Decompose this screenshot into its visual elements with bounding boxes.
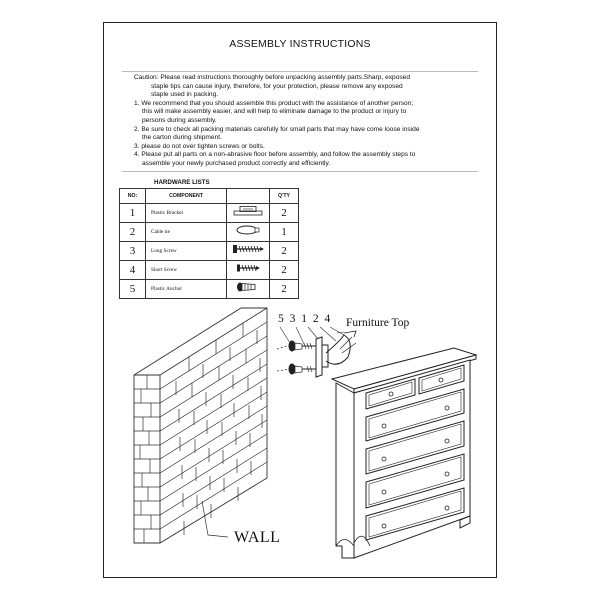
caution-line-3: staple used in packing.	[151, 91, 219, 99]
part-number-leaders	[280, 327, 344, 344]
component-name: Plastic Anchor	[146, 280, 227, 299]
caution-line-2: staple tips can cause injury, therefore, for your protection, please remove any exposed	[151, 82, 403, 90]
row-number: 5	[120, 280, 146, 299]
step-2-line-1: 2. Be sure to check all packing materials carefully for small parts that may have come loose inside	[134, 125, 420, 133]
row-number: 2	[120, 223, 146, 242]
header-component: COMPONENT	[146, 189, 227, 204]
component-name: Cable tie	[146, 223, 227, 242]
header-qty: Q'TY	[270, 189, 299, 204]
component-name: Short Screw	[146, 261, 227, 280]
step-1-line-1: 1. We recommend that you should assemble this product with the assistance of another person;	[134, 99, 414, 107]
anchor-and-screw-group	[277, 331, 356, 377]
component-name: Long Screw	[146, 242, 227, 261]
step-4-line-2: assemble your newly purchased product correctly and efficiently.	[142, 159, 331, 167]
part-number-callouts: 5 3 1 2 4	[278, 313, 332, 325]
step-1-line-2: this will make assembly easier, and will help to eliminate damage to the product or injury to	[142, 108, 407, 116]
quantity: 2	[270, 242, 299, 261]
row-number: 4	[120, 261, 146, 280]
row-number: 1	[120, 204, 146, 223]
quantity: 2	[270, 261, 299, 280]
brick-wall	[134, 308, 267, 543]
furniture-top-label: Furniture Top	[346, 317, 410, 329]
quantity: 2	[270, 204, 299, 223]
step-4-line-1: 4. Please put all parts on a non-abrasive floor before assembly, and follow the assembly steps to	[134, 151, 416, 159]
dresser	[332, 348, 476, 558]
quantity: 2	[270, 280, 299, 299]
row-number: 3	[120, 242, 146, 261]
wall-label: WALL	[234, 529, 281, 546]
caution-line-1: Caution: Please read instructions thoroughly before unpacking assembly parts.Sharp, exposed	[134, 74, 411, 81]
header-no: NO:	[120, 189, 146, 204]
wall-mount-illustration	[104, 23, 498, 579]
quantity: 1	[270, 223, 299, 242]
component-name: Plastic Bracket	[146, 204, 227, 223]
step-1-line-3: persons during assembly.	[142, 116, 217, 124]
step-2-line-2: the carton during shipment.	[142, 134, 222, 142]
page-title: ASSEMBLY INSTRUCTIONS	[229, 38, 371, 50]
hardware-list-title: HARDWARE LISTS	[154, 179, 210, 186]
step-3-line-1: 3. please do not over tighten screws or bolts.	[134, 142, 265, 150]
instruction-sheet	[103, 22, 497, 578]
